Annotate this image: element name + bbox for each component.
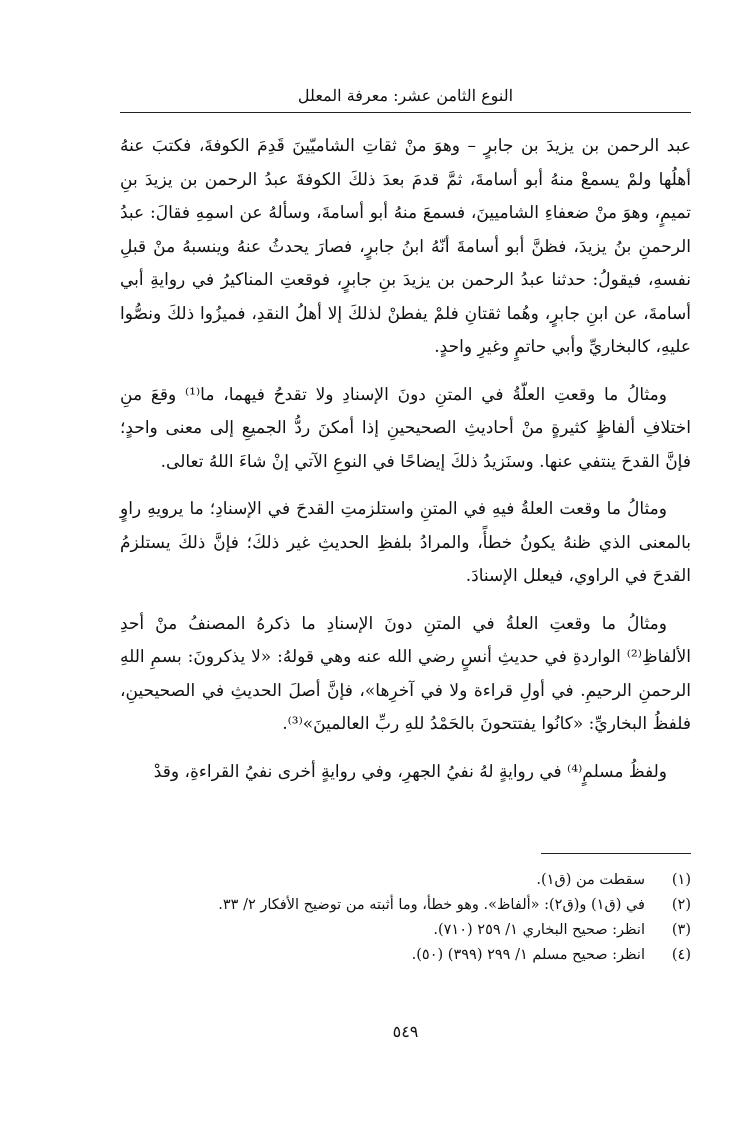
footnote-number: (١): [671, 872, 691, 888]
footnote-text: سقطت من (ق١).: [536, 872, 645, 888]
footnote-4: [120, 943, 691, 968]
footnote-number: (٣): [671, 922, 691, 938]
footnote-number: (٤): [671, 947, 691, 963]
footnote-text: انظر: صحيح البخاري ١/ ٢٥٩ (٧١٠).: [433, 922, 645, 938]
paragraph-5: ولفظُ مسلمٍ⁽⁴⁾ في روايةٍ لهُ نفيُ الجهرِ، وفي روايةٍ أخرى نفيُ القراءةِ، وقدْ: [153, 761, 667, 782]
paragraph-1: عبد الرحمن بن يزيدَ بن جابرٍ – وهوَ منْ ثقاتِ الشاميّينَ قَدِمَ الكوفةَ، فكتبَ عنهُ أهلُها ولمْ يسمعْ منهُ أبو أسامةَ، ثمَّ قدمَ بعدَ ذلكَ الكوفةَ عبدُ الرحمن بن يزيدَ بنِ تميمٍ، وهوَ منْ ضعفاءِ الشاميينَ، فسمعَ منهُ أبو أسامةَ، وسألهُ عن اسمِهِ فقالَ: عبدُ الرحمنِ بنُ يزيدَ، فظنَّ أبو أسامةَ أنّهُ ابنُ جابرٍ، فصارَ يحدثُ عنهُ وينسبهُ منْ قبلِ نفسهِ، فيقولُ: حدثنا عبدُ الرحمن بن يزيدَ بنِ جابرٍ، فوقعتِ المناكيرُ في روايةِ أبي أسامةَ، عن ابنِ جابرٍ، وهُما ثقتانِ فلمْ يفطنْ لذلكَ إلا أهلُ النقدِ، فميزُوا ذلكَ ونصُّوا عليهِ، كالبخاريِّ وأبي حاتمٍ وغيرِ واحدٍ.: [120, 136, 691, 357]
footnote-text: في (ق١) و(ق٢): «ألفاظ». وهو خطأ، وما أثبته من توضيح الأفكار ٢/ ٣٣.: [218, 897, 645, 913]
header-divider: [120, 112, 691, 113]
running-header: النوع الثامن عشر: معرفة المعلل: [297, 86, 514, 105]
footnote-2: [120, 893, 691, 918]
main-text: [120, 130, 691, 803]
paragraph-2: ومثالُ ما وقعتِ العلّةُ في المتنِ دونَ الإسنادِ ولا تقدحُ فيهما، ما⁽¹⁾ وقعَ منِ اختلافِ ألفاظٍ كثيرةٍ منْ أحاديثِ الصحيحينِ إذا أمكنَ ردُّ الجميعِ إلى معنى واحدٍ؛ فإنَّ القدحَ ينتفي عنها. وسنَزيدُ ذلكَ إيضاحًا في النوعِ الآتي إنْ شاءَ اللهُ تعالى.: [120, 384, 691, 472]
footnote-divider: [541, 853, 691, 854]
footnote-3: [120, 918, 691, 943]
page-number: ٥٤٩: [392, 1022, 419, 1041]
footnote-number: (٢): [671, 897, 691, 913]
paragraph-4: ومثالُ ما وقعتِ العلةُ في المتنِ دونَ الإسنادِ ما ذكرهُ المصنفُ منْ أحدِ الألفاظِ⁽²⁾ الواردةِ في حديثِ أنسٍ رضي الله عنه وهي قولهُ: «لا يذكرونَ: بسمِ اللهِ الرحمنِ الرحيمِ. في أولِ قراءة ولا في آخرِها»، فإنَّ أصلَ الحديثِ في الصحيحينِ، فلفظُ البخاريِّ: «كانُوا يفتتحونَ بالحَمْدُ للهِ ربِّ العالمينَ»⁽³⁾.: [120, 613, 691, 734]
footnote-1: [120, 868, 691, 893]
footnote-text: انظر: صحيح مسلم ١/ ٢٩٩ (٣٩٩) (٥٠).: [411, 947, 645, 963]
footnotes: [120, 868, 691, 968]
paragraph-3: ومثالُ ما وقعت العلةُ فيهِ في المتنِ واستلزمتِ القدحَ في الإسنادِ؛ ما يرويهِ راوٍ بالمعنى الذي ظنهُ يكونُ خطأً، والمرادُ بلفظِ الحديثِ غير ذلكَ؛ فإنَّ ذلكَ يستلزمُ القدحَ في الراوي، فيعلل الإسنادَ.: [120, 499, 691, 586]
